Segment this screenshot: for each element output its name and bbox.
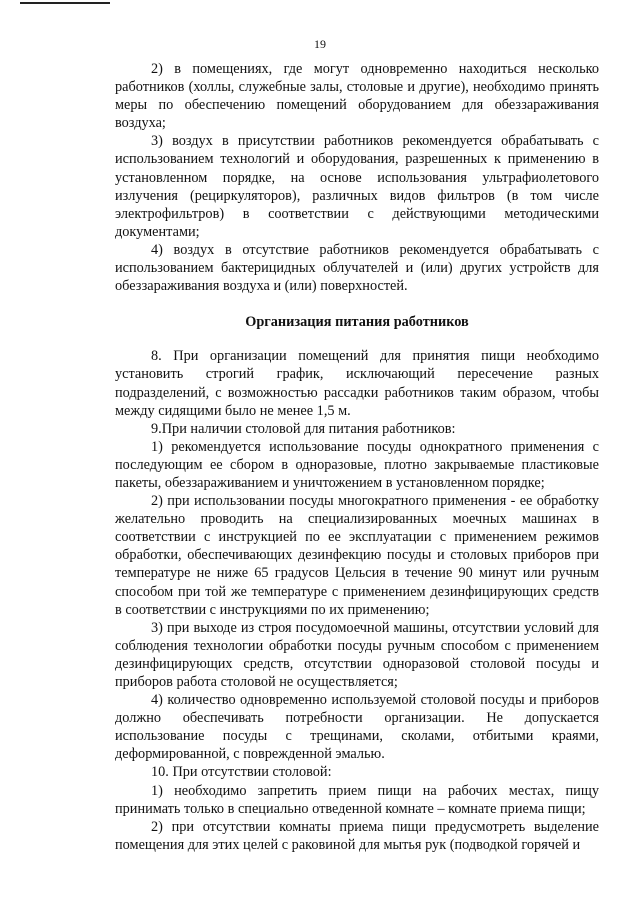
paragraph-item-9-3: 3) при выходе из строя посудомоечной машины, отсутствии условий для соблюдения технологии обработки посуды ручным способом с применением дезинфицирующих средств, отсутствии одноразовой столовой посуды и приборов работа столовой не осуществляется; <box>115 619 599 690</box>
paragraph-item-10-1: 1) необходимо запретить прием пищи на рабочих местах, пищу принимать только в специально отведенной комнате – комнате приема пищи; <box>115 782 599 817</box>
document-body <box>115 60 599 854</box>
section-heading: Организация питания работников <box>245 314 469 331</box>
top-scan-rule <box>20 2 110 4</box>
paragraph-item-9-2: 2) при использовании посуды многократного применения - ее обработку желательно проводить на специализированных моечных машинах в соответствии с инструкцией по ее эксплуатации с применением режимов обработки, обеспечивающих дезинфекцию посуды и столовых приборов при температуре не ниже 65 градусов Цельсия в течение 90 минут или ручным способом при той же температуре с применением дезинфицирующих средств в соответствии с инструкциями по их применению; <box>115 493 599 618</box>
paragraph-item-8: 8. При организации помещений для принятия пищи необходимо установить строгий график, исключающий пересечение разных подразделений, с возможностью рассадки работников таким образом, чтобы между сидящими было не менее 1,5 м. <box>115 348 599 419</box>
paragraph-air-item-2: 2) в помещениях, где могут одновременно находиться несколько работников (холлы, служебные залы, столовые и другие), необходимо принять меры по обеспечению помещений оборудованием для обеззараживания воздуха; <box>115 61 599 132</box>
paragraph-item-9-4: 4) количество одновременно используемой столовой посуды и приборов должно обеспечивать потребности организации. Не допускается использование посуды с трещинами, сколами, отбитыми краями, деформированной, с поврежденной эмалью. <box>115 692 599 763</box>
page-number: 19 <box>314 37 326 51</box>
paragraph-air-item-4: 4) воздух в отсутствие работников рекомендуется обрабатывать с использованием бактерицидных облучателей и (или) других устройств для обеззараживания воздуха и (или) поверхностей. <box>115 241 599 295</box>
paragraph-air-item-3: 3) воздух в присутствии работников рекомендуется обрабатывать с использованием технологий и оборудования, разрешенных к применению в установленном порядке, на основе использования ультрафиолетового излучения (рециркуляторов), различных видов фильтров (в том числе электрофильтров) в соответствии с действующими методическими документами; <box>115 133 599 240</box>
paragraph-item-10-2: 2) при отсутствии комнаты приема пищи предусмотреть выделение помещения для этих целей с раковиной для мытья рук (подводкой горячей и <box>115 818 599 853</box>
paragraph-item-9: 9.При наличии столовой для питания работников: <box>151 420 456 437</box>
paragraph-item-9-1: 1) рекомендуется использование посуды однократного применения с последующим ее сбором в одноразовые, плотно закрываемые пластиковые пакеты, обеззараживанием и уничтожением в установленном порядке; <box>115 438 599 491</box>
paragraph-item-10: 10. При отсутствии столовой: <box>151 764 332 781</box>
